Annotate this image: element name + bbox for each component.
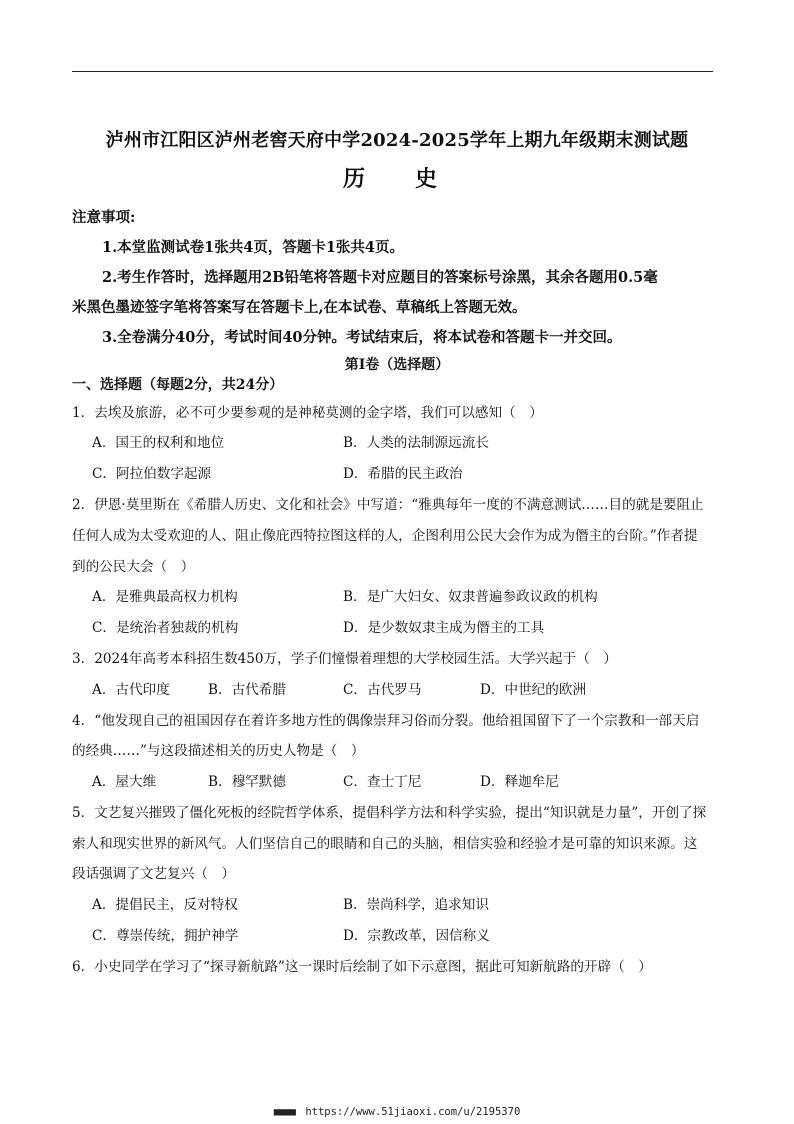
exam-title: 泸州市江阳区泸州老窖天府中学2024-2025学年上期九年级期末测试题 <box>105 130 689 151</box>
question-1-stem: 1．去埃及旅游，必不可少要参观的是神秘莫测的金字塔，我们可以感知（ ） <box>72 405 543 421</box>
question-2-stem-line-3: 到的公民大会（ ） <box>72 559 195 575</box>
notice-item-2: 2.考生作答时，选择题用2B铅笔将答题卡对应题目的答案标号涂黑，其余各题用0.5毫 <box>102 269 658 286</box>
question-2-option-b: B．是广大妇女、奴隶普遍参政议政的机构 <box>343 589 598 605</box>
question-2-option-d: D．是少数奴隶主成为僭主的工具 <box>343 620 545 636</box>
question-4-option-b: B．穆罕默德 <box>208 774 286 790</box>
notice-item-2-cont: 米黑色墨迹签字笔将答案写在答题卡上,在本试卷、草稿纸上答题无效。 <box>72 299 527 316</box>
question-4-option-a: A．屋大维 <box>92 774 157 790</box>
question-3-stem: 3．2024年高考本科招生数450万，学子们憧憬着理想的大学校园生活。大学兴起于（ ） <box>72 651 617 667</box>
question-2-stem-line-2: 任何人成为太受欢迎的人、阻止像庇西特拉图这样的人，企图利用公民大会作为成为僭主的台阶。”作者提 <box>72 528 698 544</box>
question-5-option-d: D．宗教改革，因信称义 <box>343 928 490 944</box>
question-5-option-c: C．尊崇传统，拥护神学 <box>92 928 239 944</box>
question-4-stem-line-2: 的经典……”与这段描述相关的历史人物是（ ） <box>72 743 365 759</box>
notice-item-3: 3.全卷满分40分，考试时间40分钟。考试结束后，将本试卷和答题卡一并交回。 <box>102 329 622 346</box>
question-4-stem-line-1: 4．“他发现自己的祖国因存在着许多地方性的偶像崇拜习俗而分裂。他给祖国留下了一个宗教和一部天启 <box>72 713 700 729</box>
question-1-option-a: A．国王的权利和地位 <box>92 435 225 451</box>
question-1-option-b: B．人类的法制源远流长 <box>343 435 489 451</box>
question-4-option-c: C．查士丁尼 <box>343 774 422 790</box>
question-5-stem-line-3: 段话强调了文艺复兴（ ） <box>72 866 236 882</box>
section-heading: 一、选择题（每题2分，共24分） <box>72 377 284 393</box>
footer-url[interactable]: https://www.51jiaoxi.com/u/2195370 <box>305 1106 521 1118</box>
question-5-option-a: A．提倡民主，反对特权 <box>92 897 238 913</box>
question-3-option-b: B．古代希腊 <box>208 682 286 698</box>
notice-heading: 注意事项: <box>72 209 136 226</box>
question-5-stem-line-2: 索人和现实世界的新风气。人们坚信自己的眼睛和自己的头脑，相信实验和经验才是可靠的知识来源。这 <box>72 836 698 852</box>
footer-logo-mark: ■■■■ <box>273 1106 296 1118</box>
question-6-stem: 6．小史同学在学习了“探寻新航路”这一课时后绘制了如下示意图，据此可知新航路的开辟（ ） <box>72 959 652 975</box>
question-3-option-d: D．中世纪的欧洲 <box>480 682 587 698</box>
question-2-stem-line-1: 2．伊恩·莫里斯在《希腊人历史、文化和社会》中写道：“雅典每年一度的不满意测试……目的就是要阻止 <box>72 497 704 513</box>
footer <box>0 1106 794 1118</box>
question-3-option-c: C．古代罗马 <box>343 682 422 698</box>
question-5-stem-line-1: 5．文艺复兴摧毁了僵化死板的经院哲学体系，提倡科学方法和科学实验，提出“知识就是力量”，开创了探 <box>72 805 707 821</box>
question-5-option-b: B．崇尚科学，追求知识 <box>343 897 489 913</box>
question-2-option-c: C．是统治者独裁的机构 <box>92 620 239 636</box>
question-1-option-c: C．阿拉伯数字起源 <box>92 466 212 482</box>
question-1-option-d: D．希腊的民主政治 <box>343 466 463 482</box>
notice-item-1: 1.本堂监测试卷1张共4页，答题卡1张共4页。 <box>102 239 404 256</box>
question-3-option-a: A．古代印度 <box>92 682 170 698</box>
question-4-option-d: D．释迦牟尼 <box>480 774 559 790</box>
exam-subject: 历 史 <box>342 166 451 192</box>
part-title: 第Ⅰ卷（选择题） <box>344 357 450 373</box>
question-2-option-a: A．是雅典最高权力机构 <box>92 589 238 605</box>
header-rule <box>72 71 713 72</box>
